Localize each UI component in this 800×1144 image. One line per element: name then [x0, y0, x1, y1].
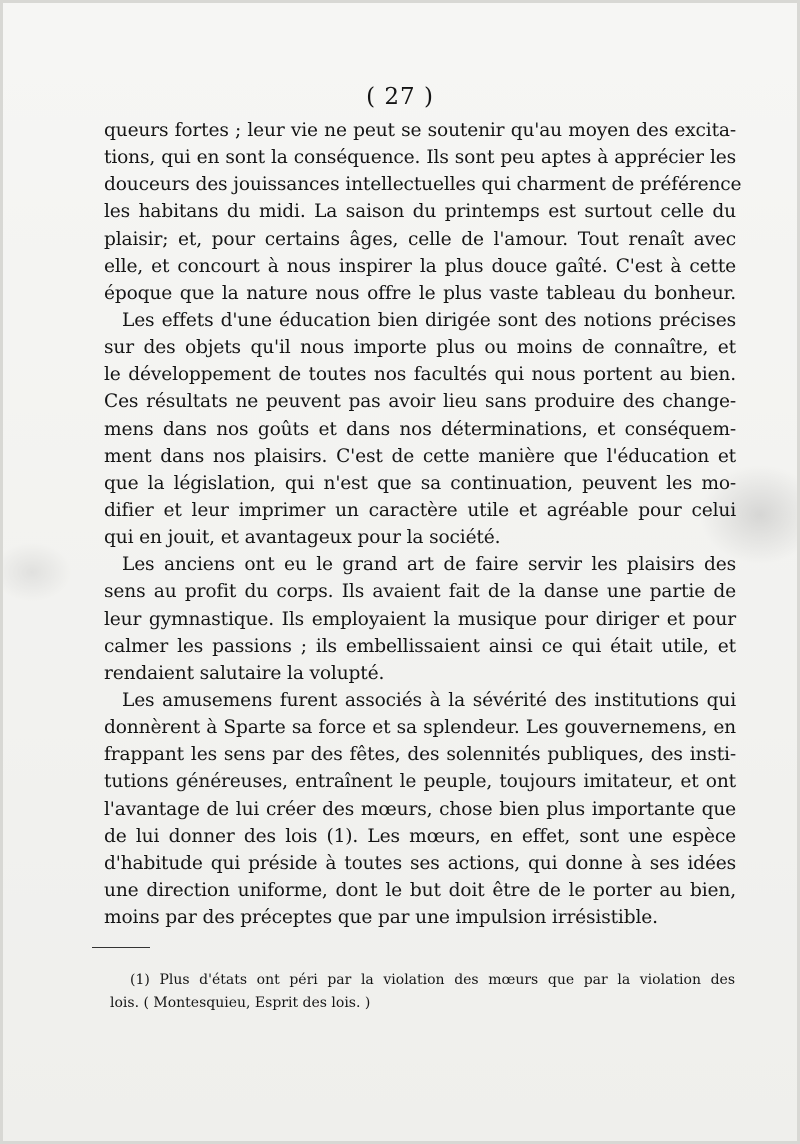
- body-line: ment dans nos plaisirs. C'est de cette manière que l'éducation et: [104, 445, 736, 467]
- body-line: Les amusemens furent associés à la sévérité des institutions qui: [122, 689, 736, 711]
- body-line: elle, et concourt à nous inspirer la plus douce gaîté. C'est à cette: [104, 255, 736, 277]
- body-line: tutions généreuses, entraînent le peuple, toujours imitateur, et ont: [104, 771, 736, 793]
- body-line: qui en jouit, et avantageux pour la société.: [104, 527, 501, 549]
- body-line: sens au profit du corps. Ils avaient fait de la danse une partie de: [104, 581, 736, 603]
- body-line: mens dans nos goûts et dans nos déterminations, et conséquem-: [104, 418, 736, 440]
- body-line: leur gymnastique. Ils employaient la musique pour diriger et pour: [104, 608, 736, 630]
- body-line: que la législation, qui n'est que sa continuation, peuvent les mo-: [104, 472, 736, 494]
- body-line: sur des objets qu'il nous importe plus ou moins de connaître, et: [104, 337, 736, 359]
- page-number: ( 27 ): [366, 84, 434, 110]
- body-line: tions, qui en sont la conséquence. Ils sont peu aptes à apprécier les: [104, 147, 736, 169]
- footnote-line: lois. ( Montesquieu, Esprit des lois. ): [110, 995, 371, 1011]
- body-text: [104, 117, 742, 931]
- body-line: frappant les sens par des fêtes, des solennités publiques, des insti-: [104, 744, 736, 766]
- body-line: douceurs des jouissances intellectuelles qui charment de préférence: [104, 174, 742, 196]
- body-line: une direction uniforme, dont le but doit être de le porter au bien,: [104, 879, 736, 901]
- body-line: les habitans du midi. La saison du printemps est surtout celle du: [104, 201, 736, 223]
- body-line: de lui donner des lois (1). Les mœurs, en effet, sont une espèce: [104, 825, 736, 847]
- footnote-line: (1) Plus d'états ont péri par la violation des mœurs que par la violation des: [130, 972, 735, 988]
- footnotes: [110, 969, 735, 1015]
- body-line: rendaient salutaire la volupté.: [104, 662, 385, 684]
- body-line: queurs fortes ; leur vie ne peut se soutenir qu'au moyen des excita-: [104, 120, 736, 141]
- body-line: donnèrent à Sparte sa force et sa splendeur. Les gouvernemens, en: [104, 717, 736, 739]
- body-line: difier et leur imprimer un caractère utile et agréable pour celui: [104, 499, 736, 521]
- body-line: moins par des préceptes que par une impulsion irrésistible.: [104, 907, 658, 929]
- footnote-divider: [92, 947, 150, 948]
- body-line: Ces résultats ne peuvent pas avoir lieu sans produire des change-: [104, 391, 736, 413]
- body-line: l'avantage de lui créer des mœurs, chose bien plus importante que: [104, 798, 736, 820]
- body-line: époque que la nature nous offre le plus vaste tableau du bonheur.: [104, 282, 736, 304]
- body-line: Les effets d'une éducation bien dirigée sont des notions précises: [122, 309, 736, 331]
- body-line: calmer les passions ; ils embellissaient ainsi ce qui était utile, et: [104, 635, 736, 657]
- body-line: le développement de toutes nos facultés qui nous portent au bien.: [104, 364, 736, 386]
- body-line: Les anciens ont eu le grand art de faire servir les plaisirs des: [122, 554, 736, 576]
- body-line: plaisir; et, pour certains âges, celle de l'amour. Tout renaît avec: [104, 228, 736, 250]
- body-line: d'habitude qui préside à toutes ses actions, qui donne à ses idées: [104, 852, 736, 874]
